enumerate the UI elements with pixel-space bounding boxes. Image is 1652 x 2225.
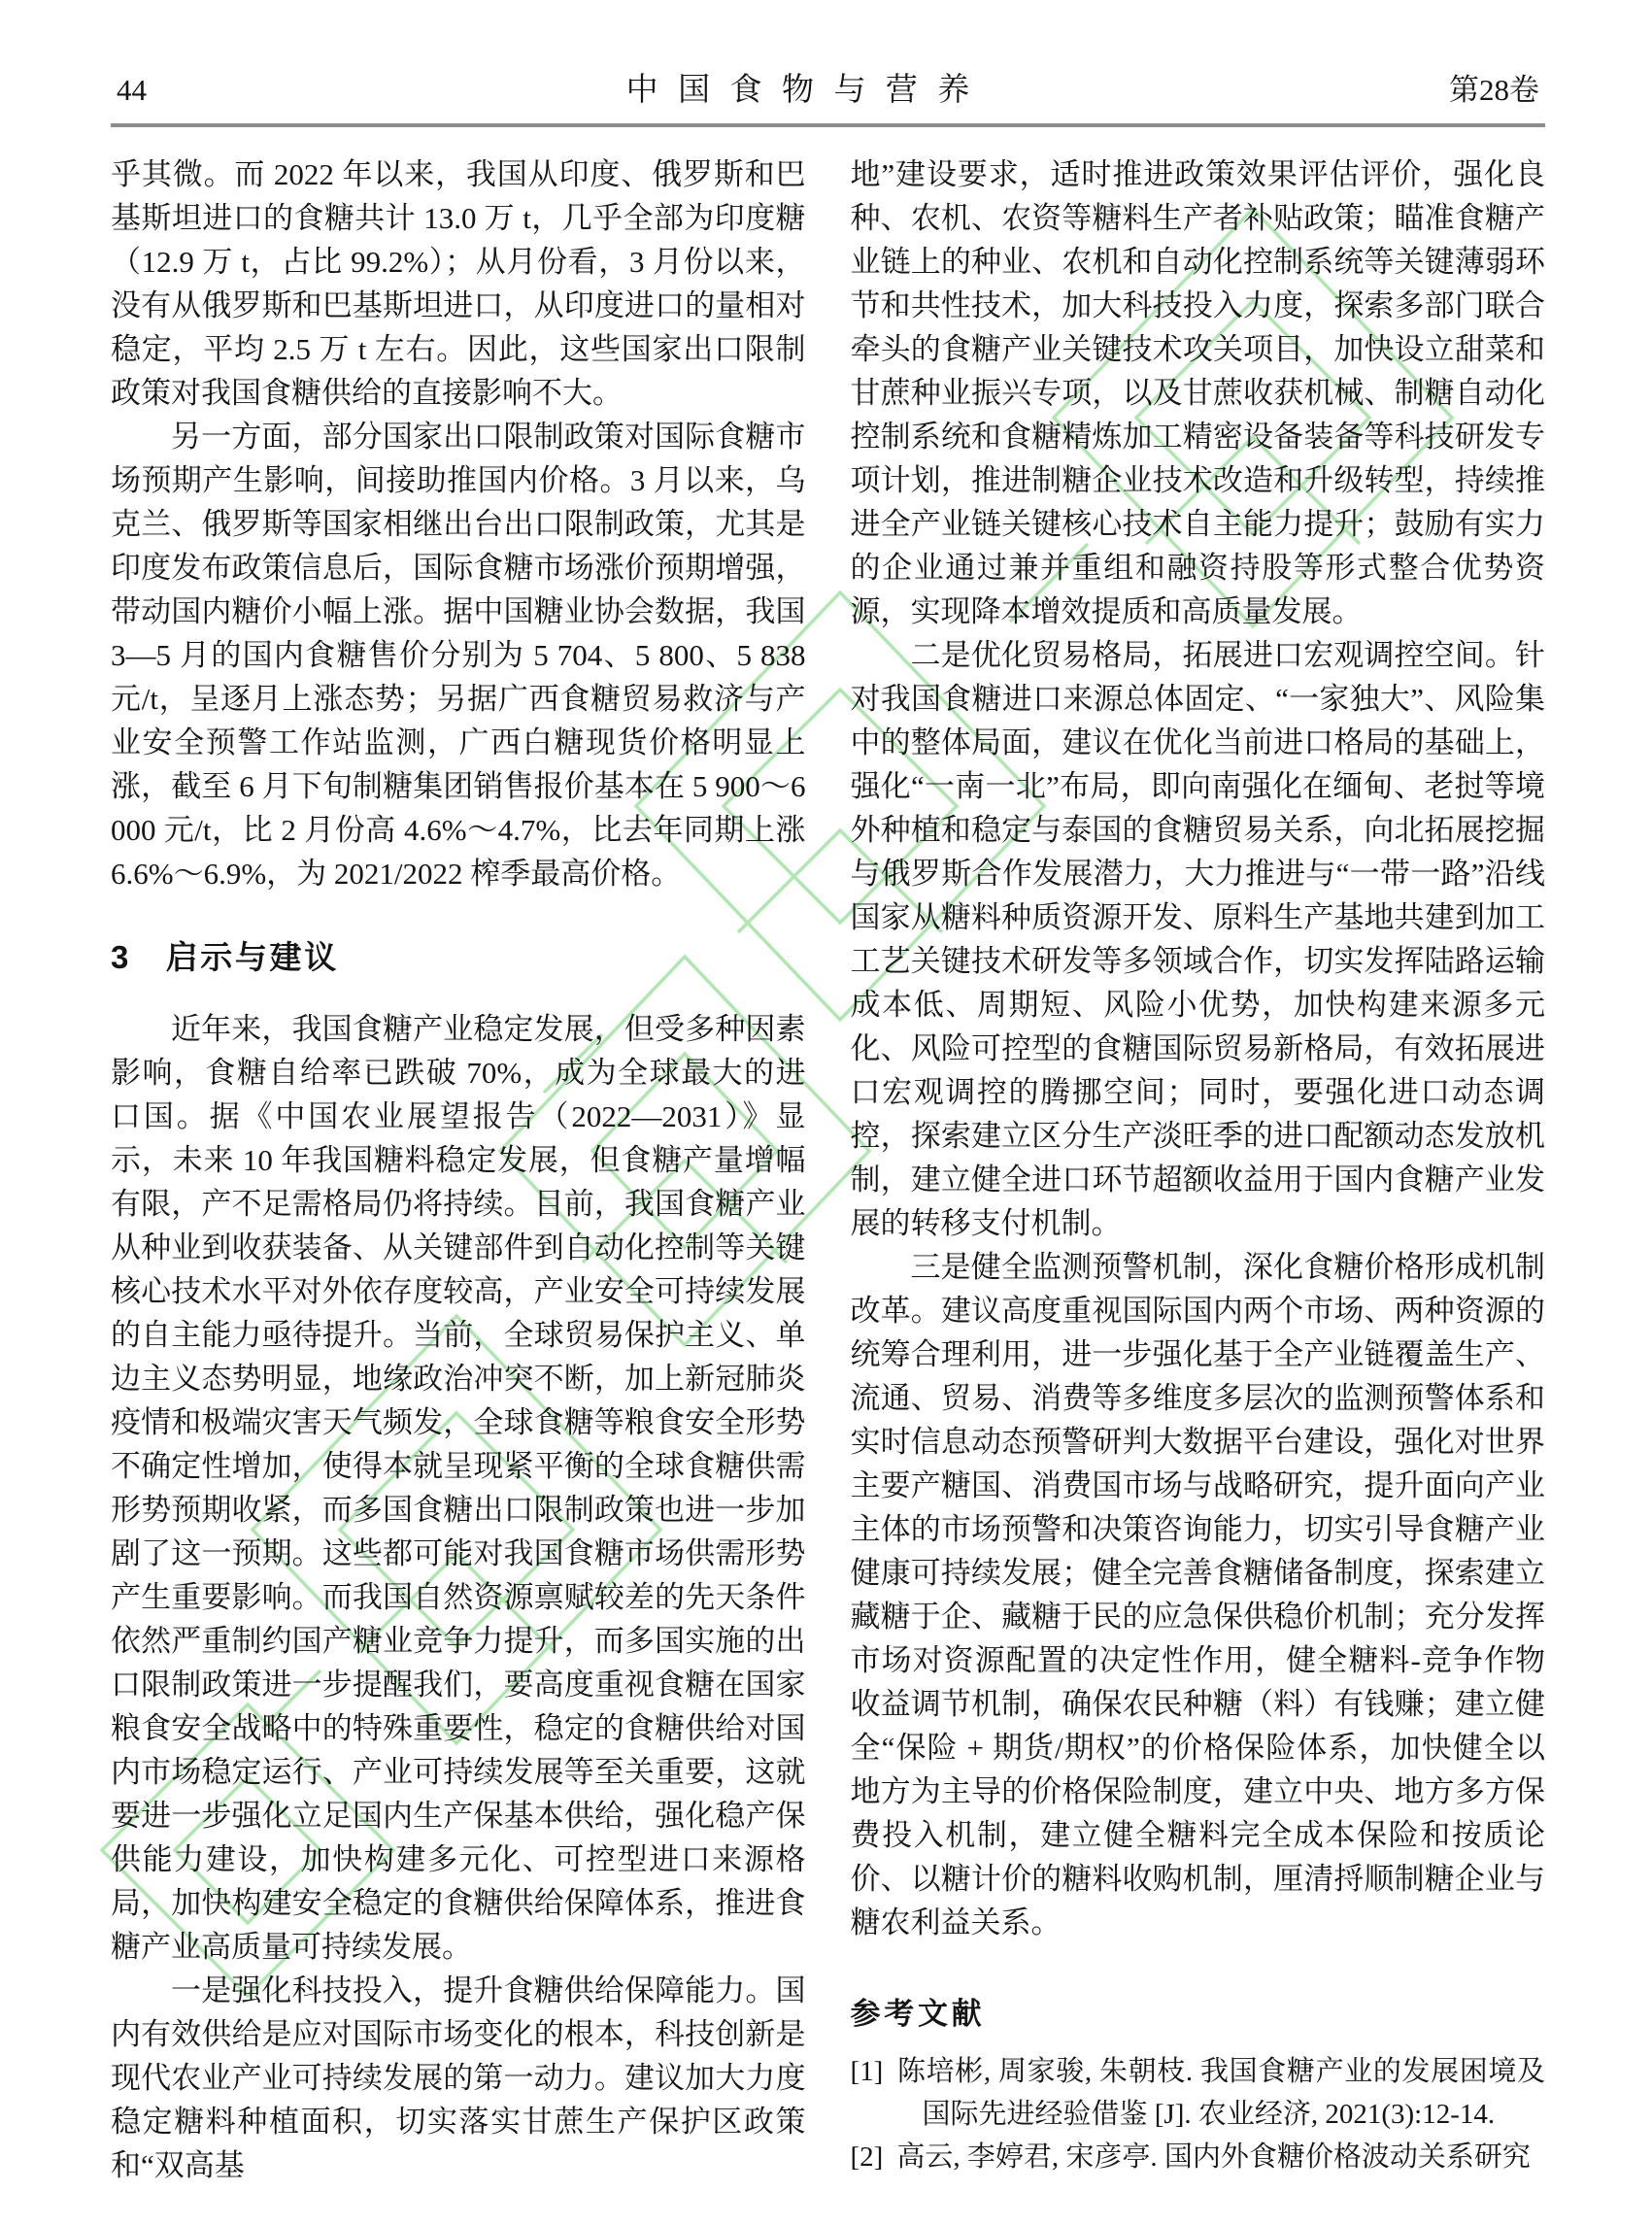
right-column bbox=[851, 152, 1546, 2187]
body-paragraph: 另一方面，部分国家出口限制政策对国际食糖市场预期产生影响，间接助推国内价格。3 月以来，乌克兰、俄罗斯等国家相继出台出口限制政策，尤其是印度发布政策信息后，国际食糖市场涨价预期增强，带动国内糖价小幅上涨。据中国糖业协会数据，我国 3—5 月的国内食糖售价分别为 5 704、5 800、5 838 元/t，呈逐月上涨态势；另据广西食糖贸易救济与产业安全预警工作站监测，广西白糖现货价格明显上涨，截至 6 月下旬制糖集团销售报价基本在 5 900～6 000 元/t，比 2 月份高 4.6%～4.7%，比去年同期上涨 6.6%～6.9%，为 2021/2022 榨季最高价格。 bbox=[111, 420, 806, 891]
body-paragraph: 乎其微。而 2022 年以来，我国从印度、俄罗斯和巴基斯坦进口的食糖共计 13.0 万 t，几乎全部为印度糖（12.9 万 t，占比 99.2%）；从月份看，3 月份以来，没有从俄罗斯和巴基斯坦进口，从印度进口的量相对稳定，平均 2.5 万 t 左右。因此，这些国家出口限制政策对我国食糖供给的直接影响不大。 bbox=[111, 157, 806, 410]
article-body bbox=[111, 152, 1545, 2187]
section-heading: 3 启示与建议 bbox=[111, 939, 339, 975]
volume-label: 第28卷 bbox=[1449, 73, 1539, 107]
body-paragraph: 地”建设要求，适时推进政策效果评估评价，强化良种、农机、农资等糖料生产者补贴政策；瞄准食糖产业链上的种业、农机和自动化控制系统等关键薄弱环节和共性技术，加大科技投入力度，探索多部门联合牵头的食糖产业关键技术攻关项目，加快设立甜菜和甘蔗种业振兴专项，以及甘蔗收获机械、制糖自动化控制系统和食糖精炼加工精密设备装备等科技研发专项计划，推进制糖企业技术改造和升级转型，持续推进全产业链关键核心技术自主能力提升；鼓励有实力的企业通过兼并重组和融资持股等形式整合优势资源，实现降本增效提质和高质量发展。 bbox=[850, 157, 1545, 628]
body-paragraph: 一是强化科技投入，提升食糖供给保障能力。国内有效供给是应对国际市场变化的根本，科技创新是现代农业产业可持续发展的第一动力。建议加大力度稳定糖料种植面积，切实落实甘蔗生产保护区政策和“双高基 bbox=[111, 1973, 806, 2182]
references-heading: 参考文献 bbox=[850, 1997, 986, 2031]
header-divider bbox=[111, 123, 1545, 127]
journal-title: 中国食物与营养 bbox=[625, 73, 990, 108]
page-number: 44 bbox=[117, 73, 147, 107]
reference-marker: [2] bbox=[850, 2141, 884, 2173]
reference-item: [1] 陈培彬, 周家骏, 朱朝枝. 我国食糖产业的发展困境及国际先进经验借鉴 [J]. 农业经济, 2021(3):12-14. bbox=[850, 2056, 1545, 2130]
body-paragraph: 三是健全监测预警机制，深化食糖价格形成机制改革。建议高度重视国际国内两个市场、两种资源的统筹合理利用，进一步强化基于全产业链覆盖生产、流通、贸易、消费等多维度多层次的监测预警体系和实时信息动态预警研判大数据平台建设，强化对世界主要产糖国、消费国市场与战略研究，提升面向产业主体的市场预警和决策咨询能力，切实引导食糖产业健康可持续发展；健全完善食糖储备制度，探索建立藏糖于企、藏糖于民的应急保供稳价机制；充分发挥市场对资源配置的决定性作用，健全糖料-竞争作物收益调节机制，确保农民种糖（料）有钱赚；建立健全“保险 + 期货/期权”的价格保险体系，加快健全以地方为主导的价格保险制度，建立中央、地方多方保费投入机制，建立健全糖料完全成本保险和按质论价、以糖计价的糖料收购机制，厘清捋顺制糖企业与糖农利益关系。 bbox=[850, 1250, 1545, 1939]
body-paragraph: 二是优化贸易格局，拓展进口宏观调控空间。针对我国食糖进口来源总体固定、“一家独大”、风险集中的整体局面，建议在优化当前进口格局的基础上，强化“一南一北”布局，即向南强化在缅甸、老挝等境外种植和稳定与泰国的食糖贸易关系，向北拓展挖掘与俄罗斯合作发展潜力，大力推进与“一带一路”沿线国家从糖料种质资源开发、原料生产基地共建到加工工艺关键技术研发等多领域合作，切实发挥陆路运输成本低、周期短、风险小优势，加快构建来源多元化、风险可控型的食糖国际贸易新格局，有效拓展进口宏观调控的腾挪空间；同时，要强化进口动态调控，探索建立区分生产淡旺季的进口配额动态发放机制，建立健全进口环节超额收益用于国内食糖产业发展的转移支付机制。 bbox=[850, 638, 1545, 1240]
reference-marker: [1] bbox=[850, 2056, 884, 2087]
left-column bbox=[111, 152, 806, 2187]
reference-item: [2] 高云, 李婷君, 宋彦亭. 国内外食糖价格波动关系研究 bbox=[850, 2141, 1531, 2173]
body-paragraph: 近年来，我国食糖产业稳定发展，但受多种因素影响，食糖自给率已跌破 70%，成为全球最大的进口国。据《中国农业展望报告（2022—2031）》显示，未来 10 年我国糖料稳定发展，但食糖产量增幅有限，产不足需格局仍将持续。目前，我国食糖产业从种业到收获装备、从关键部件到自动化控制等关键核心技术水平对外依存度较高，产业安全可持续发展的自主能力亟待提升。当前，全球贸易保护主义、单边主义态势明显，地缘政治冲突不断，加上新冠肺炎疫情和极端灾害天气频发，全球食糖等粮食安全形势不确定性增加，使得本就呈现紧平衡的全球食糖供需形势预期收紧，而多国食糖出口限制政策也进一步加剧了这一预期。这些都可能对我国食糖市场供需形势产生重要影响。而我国自然资源禀赋较差的先天条件依然严重制约国产糖业竞争力提升，而多国实施的出口限制政策进一步提醒我们，要高度重视食糖在国家粮食安全战略中的特殊重要性，稳定的食糖供给对国内市场稳定运行、产业可持续发展等至关重要，这就要进一步强化立足国内生产保基本供给，强化稳产保供能力建设，加快构建多元化、可控型进口来源格局，加快构建安全稳定的食糖供给保障体系，推进食糖产业高质量可持续发展。 bbox=[111, 1012, 806, 1964]
page-header bbox=[111, 64, 1545, 123]
